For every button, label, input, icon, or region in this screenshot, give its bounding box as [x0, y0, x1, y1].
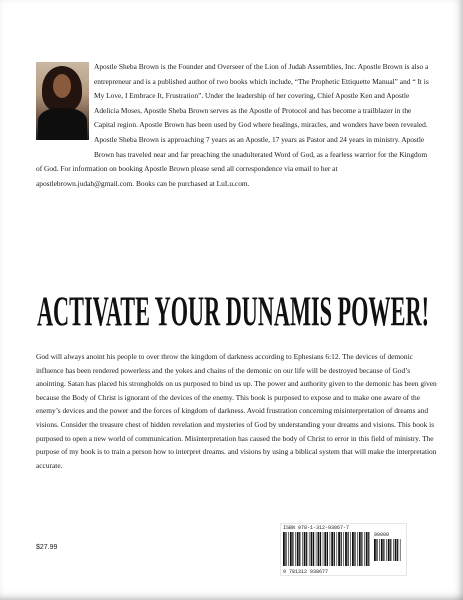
barcode-bar [376, 539, 377, 561]
barcode-bar [383, 539, 384, 561]
barcode-bar [292, 532, 293, 566]
barcode-bar [345, 532, 347, 566]
barcode-bar [343, 532, 344, 566]
barcode-bar [350, 532, 351, 566]
barcode-bar [297, 532, 299, 566]
barcode-bar [352, 532, 354, 566]
barcode-bar [334, 532, 335, 566]
barcode-bar [311, 532, 313, 566]
headline-svg [33, 278, 433, 338]
isbn-label: ISBN 978-1-312-93867-7 [283, 525, 350, 531]
photo-spacer [36, 60, 94, 148]
barcode-bar [374, 539, 376, 561]
barcode-bar [361, 532, 362, 566]
barcode-bar [381, 539, 383, 561]
barcode-bar [338, 532, 340, 566]
barcode-bar [285, 532, 286, 566]
barcode-bar [397, 539, 398, 561]
barcode-bar [327, 532, 328, 566]
barcode-bar [337, 532, 338, 566]
barcode-bar [364, 532, 365, 566]
barcode-bar [357, 532, 358, 566]
barcode-bar [302, 532, 303, 566]
description-text: God will always anoint his people to over throw the kingdom of darkness according to Ephesians 6:12. The devices of demonic influence has been rendered powerless and the yokes and chains of the demonic on our life will be destroyed because of God’s anointing. Satan has placed his strongholds on us purposed to bind us up. The power and authority given to the demonic has been given because the Body of Christ is ignorant of the devices of the enemy. This book is purposed to expose and to make one aware of the enemy’s devices and the power and the forces of kingdom of darkness. Avoid frustration concerning misinterpretation of dreams and visions. Consider the treasure chest of hidden revelation and mysteries of God by understanding your dreams and visions. This book is purposed to open a new world of communication. Misinterpretation has caused the body of Christ to error in this field of ministry. The purpose of my book is to train a person how to interpret dreams. and visions by using a biblical system that will make the interpretation accurate. [36, 352, 437, 470]
barcode-bar [306, 532, 307, 566]
barcode-bar [379, 539, 380, 561]
barcode-price-code: 90000 [374, 532, 390, 538]
author-bio [36, 60, 434, 191]
barcode-bar [299, 532, 300, 566]
barcode-bar [313, 532, 314, 566]
barcode-bar [316, 532, 317, 566]
barcode-bars [283, 532, 371, 566]
barcode-bar [341, 532, 342, 566]
headline-text: ACTIVATE YOUR DUNAMIS POWER! [37, 289, 430, 336]
barcode-bar [354, 532, 355, 566]
barcode-bar [368, 532, 369, 566]
barcode-bar [324, 532, 326, 566]
barcode-addon-bars [374, 539, 402, 561]
barcode-bar [359, 532, 361, 566]
barcode-bar [318, 532, 320, 566]
barcode-bar [348, 532, 349, 566]
barcode-bar [393, 539, 394, 561]
barcode-bar [295, 532, 296, 566]
barcode-bar [290, 532, 292, 566]
barcode-bar [386, 539, 387, 561]
barcode-bar [323, 532, 324, 566]
barcode-bar [309, 532, 310, 566]
price: $27.99 [36, 544, 58, 551]
barcode-digits: 9 781312 938677 [283, 569, 329, 575]
barcode-bar [388, 539, 390, 561]
barcode-bar [395, 539, 397, 561]
barcode-bar [320, 532, 321, 566]
barcode-bar [330, 532, 331, 566]
barcode-bar [288, 532, 289, 566]
barcode [280, 523, 407, 576]
author-bio-text: Apostle Sheba Brown is the Founder and Overseer of the Lion of Judah Assemblies, Inc. Apostle Brown is also a entrepreneur and is a published author of two books which include, “The Prophetic Ettiquette Manual” and “ It is My Love, I Embrace It, Frustration”. Under the leadership of her covering, Chief Apostle Ken and Apostle Adelicia Moses, Apostle Sheba Brown serves as the Apostle of Protocol and has become a trailblazer in the Capital region. Apostle Brown has been used by God where healings, miracles, and wonders have been revealed. Apostle Sheba Brown is approaching 7 years as an Apostle, 17 years as Pastor and 24 years in ministry. Apostle Brown has traveled near and far preaching the unadulterated Word of God, as a fearless warrior for the Kingdom of God. For information on booking Apostle Brown please send all correspondence via email to her at apostlebrown.judah@gmail.com. Books can be purchased at LuLu.com. [36, 62, 429, 188]
headline [33, 278, 433, 338]
barcode-bar [366, 532, 368, 566]
barcode-bar [390, 539, 391, 561]
barcode-bar [283, 532, 285, 566]
barcode-bar [400, 539, 401, 561]
barcode-bar [331, 532, 333, 566]
barcode-bar [304, 532, 306, 566]
